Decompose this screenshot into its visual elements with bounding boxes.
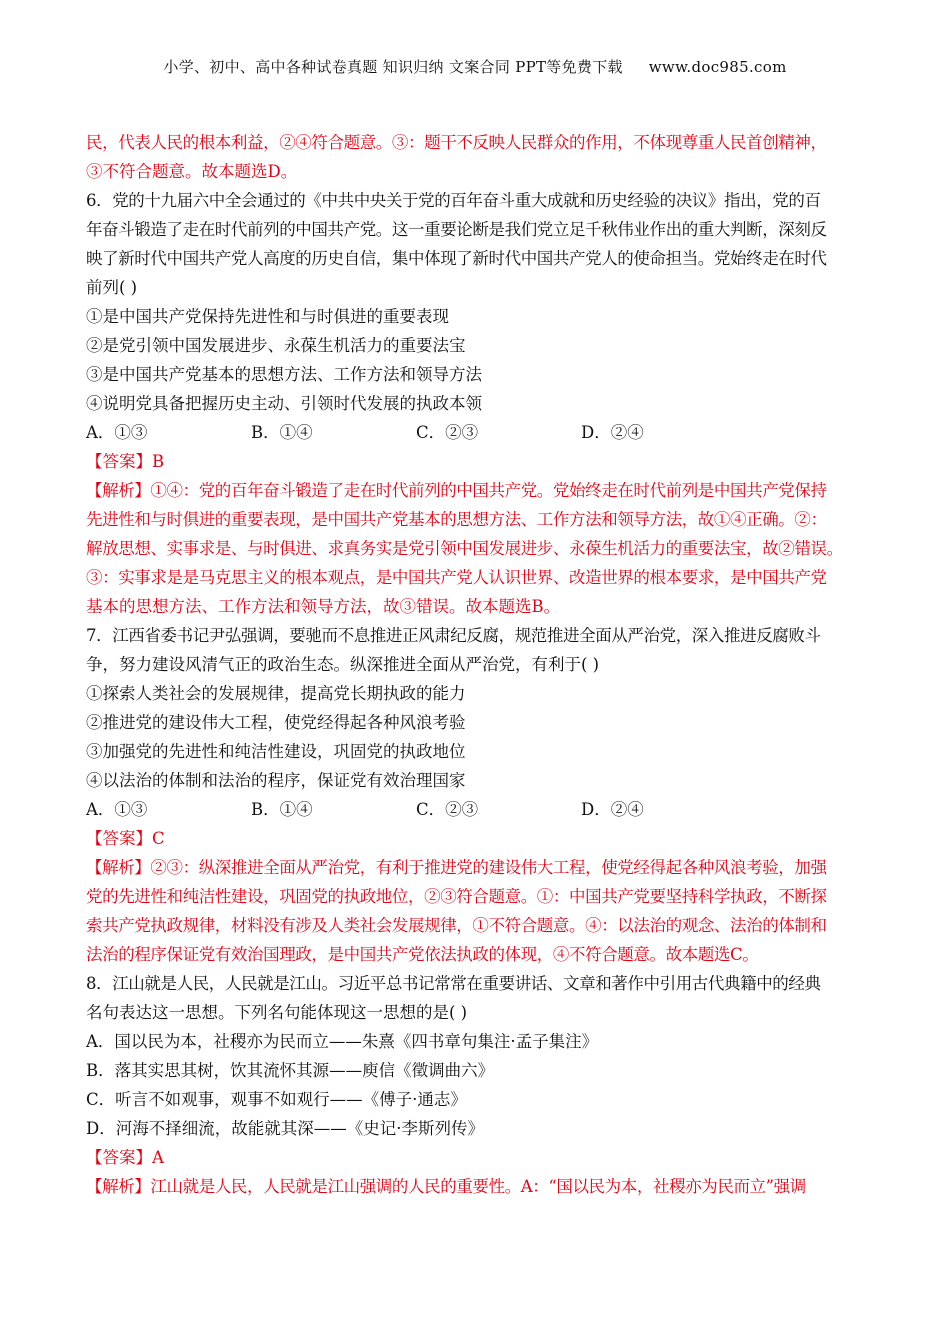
- q6-stem-line: 年奋斗锻造了走在时代前列的中国共产党。这一重要论断是我们党立足千秋伟业作出的重大判断，深刻反: [86, 220, 827, 239]
- q7-item: ①探索人类社会的发展规律，提高党长期执政的能力: [86, 684, 466, 703]
- q7-options: [86, 795, 876, 824]
- header-url[interactable]: www.doc985.com: [648, 58, 787, 76]
- q8-choice-b: B．落其实思其树，饮其流怀其源——庾信《徵调曲六》: [86, 1061, 495, 1080]
- q6-analysis-line: 【解析】①④：党的百年奋斗锻造了走在时代前列的中国共产党。党始终走在时代前列是中国共产党保持: [86, 481, 827, 500]
- q6-option-a: A．①③: [86, 423, 148, 442]
- q8-choice-a: A．国以民为本，社稷亦为民而立——朱熹《四书章句集注·孟子集注》: [86, 1032, 599, 1051]
- q7-analysis-line: 法治的程序保证党有效治国理政，是中国共产党依法执政的体现，④不符合题意。故本题选C。: [86, 945, 759, 964]
- q8-stem-line: 名句表达这一思想。下列名句能体现这一思想的是( ): [86, 1003, 468, 1022]
- q6-option-b: B．①④: [251, 423, 313, 442]
- q7-answer: 【答案】C: [86, 829, 165, 848]
- q6-analysis-line: 先进性和与时俱进的重要表现，是中国共产党基本的思想方法、工作方法和领导方法，故①④正确。②：: [86, 510, 827, 529]
- q7-analysis-line: 【解析】②③：纵深推进全面从严治党，有利于推进党的建设伟大工程，使党经得起各种风浪考验，加强: [86, 858, 827, 877]
- q8-answer: 【答案】A: [86, 1148, 164, 1167]
- q6-item: ①是中国共产党保持先进性和与时俱进的重要表现: [86, 307, 449, 326]
- document-body: [86, 128, 876, 1201]
- q7-item: ②推进党的建设伟大工程，使党经得起各种风浪考验: [86, 713, 466, 732]
- q7-stem-line: 争，努力建设风清气正的政治生态。纵深推进全面从严治党，有利于( ): [86, 655, 600, 674]
- q7-analysis-line: 党的先进性和纯洁性建设，巩固党的执政地位，②③符合题意。①：中国共产党要坚持科学执政，不断探: [86, 887, 827, 906]
- q8-choice-d: D．河海不择细流，故能就其深——《史记·李斯列传》: [86, 1119, 484, 1138]
- q7-option-d: D．②④: [581, 800, 644, 819]
- q7-item: ③加强党的先进性和纯洁性建设，巩固党的执政地位: [86, 742, 466, 761]
- q6-option-c: C．②③: [416, 423, 479, 442]
- header-text: 小学、初中、高中各种试卷真题 知识归纳 文案合同 PPT等免费下载: [163, 58, 623, 76]
- q6-stem-line: 前列( ): [86, 278, 138, 297]
- q7-option-b: B．①④: [251, 800, 313, 819]
- q6-analysis-line: ③：实事求是是马克思主义的根本观点，是中国共产党人认识世界、改造世界的根本要求，是中国共产党: [86, 568, 827, 587]
- q6-analysis-line: 解放思想、实事求是、与时俱进、求真务实是党引领中国发展进步、永葆生机活力的重要法宝，故②错误。: [86, 539, 843, 558]
- q5-analysis-line: 民，代表人民的根本利益，②④符合题意。③：题干不反映人民群众的作用，不体现尊重人民首创精神，: [86, 133, 827, 152]
- q7-analysis-line: 索共产党执政规律，材料没有涉及人类社会发展规律，①不符合题意。④：以法治的观念、法治的体制和: [86, 916, 827, 935]
- q8-choice-c: C．听言不如观事，观事不如观行——《傅子·通志》: [86, 1090, 467, 1109]
- q8-stem-line: 8．江山就是人民，人民就是江山。习近平总书记常常在重要讲话、文章和著作中引用古代典籍中的经典: [86, 974, 821, 993]
- q7-option-a: A．①③: [86, 800, 148, 819]
- q6-option-d: D．②④: [581, 423, 644, 442]
- q6-item: ④说明党具备把握历史主动、引领时代发展的执政本领: [86, 394, 482, 413]
- page-header: [0, 56, 950, 77]
- q6-item: ③是中国共产党基本的思想方法、工作方法和领导方法: [86, 365, 482, 384]
- q7-option-c: C．②③: [416, 800, 479, 819]
- q6-options: [86, 418, 876, 447]
- q6-stem-line: 6．党的十九届六中全会通过的《中共中央关于党的百年奋斗重大成就和历史经验的决议》指出，党的百: [86, 191, 821, 210]
- q7-stem-line: 7．江西省委书记尹弘强调，要驰而不息推进正风肃纪反腐，规范推进全面从严治党，深入推进反腐败斗: [86, 626, 821, 645]
- q6-item: ②是党引领中国发展进步、永葆生机活力的重要法宝: [86, 336, 466, 355]
- q6-analysis-line: 基本的思想方法、工作方法和领导方法，故③错误。故本题选B。: [86, 597, 561, 616]
- q6-answer: 【答案】B: [86, 452, 165, 471]
- q6-stem-line: 映了新时代中国共产党人高度的历史自信，集中体现了新时代中国共产党人的使命担当。党始终走在时代: [86, 249, 827, 268]
- q8-analysis-line: 【解析】江山就是人民，人民就是江山强调的人民的重要性。A：“国以民为本，社稷亦为民而立”强调: [86, 1177, 806, 1196]
- q5-analysis-line: ③不符合题意。故本题选D。: [86, 162, 298, 181]
- q7-item: ④以法治的体制和法治的程序，保证党有效治理国家: [86, 771, 466, 790]
